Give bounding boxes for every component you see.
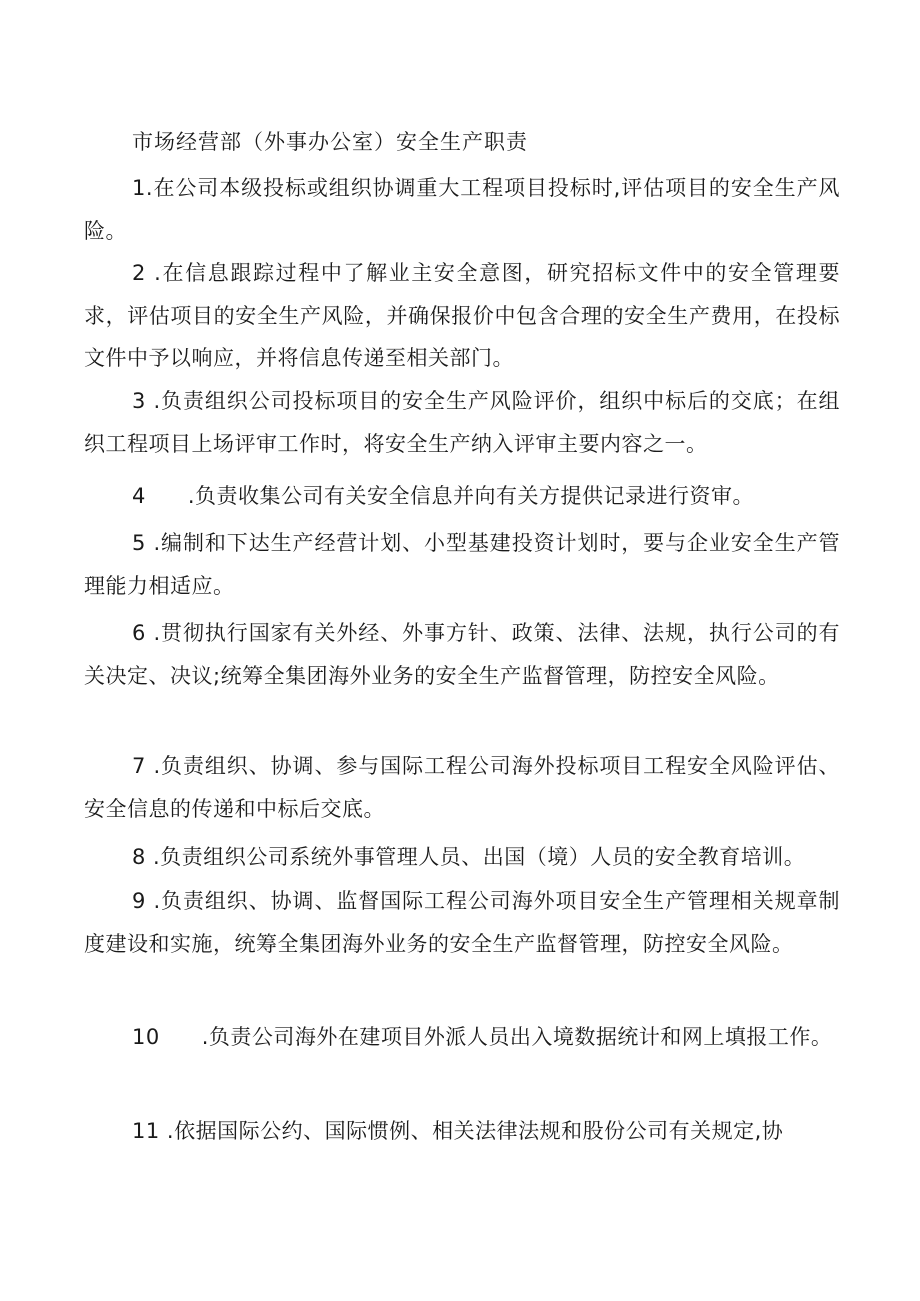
item-text: 负责组织、协调、监督国际工程公司海外项目安全生产管理相关规章制度建设和实施，统筹全集团海外业务的安全生产监督管理，防控安全风险。 [84, 889, 841, 956]
item-number: 7 . [132, 754, 161, 778]
list-item [84, 1110, 840, 1153]
item-number: 1. [132, 176, 154, 200]
item-text: 依据国际公约、国际惯例、相关法律法规和股份公司有关规定,协 [174, 1119, 784, 1143]
item-text: 负责组织公司投标项目的安全生产风险评价，组织中标后的交底；在组织工程项目上场评审工作时，将安全生产纳入评审主要内容之一。 [84, 389, 841, 456]
document-title: 市场经营部（外事办公室）安全生产职责 [132, 130, 528, 154]
item-number: 10 [132, 1025, 160, 1049]
list-item [84, 745, 840, 830]
item-number: 5 . [132, 531, 161, 555]
item-number: 2 . [132, 261, 162, 285]
list-item [84, 1016, 840, 1059]
item-text: 贯彻执行国家有关外经、外事方针、政策、法律、法规，执行公司的有关决定、决议;统筹全集团海外业务的安全生产监督管理，防控安全风险。 [84, 621, 841, 688]
item-number: 9 . [132, 889, 161, 913]
item-text: 负责组织公司系统外事管理人员、出国（境）人员的安全教育培训。 [160, 845, 806, 869]
list-item [84, 522, 840, 607]
list-item [84, 167, 840, 252]
list-item [84, 380, 840, 465]
item-text: 在信息跟踪过程中了解业主安全意图，研究招标文件中的安全管理要求，评估项目的安全生产风险，并确保报价中包含合理的安全生产费用，在投标文件中予以响应，并将信息传递至相关部门。 [84, 261, 841, 370]
item-text: 负责组织、协调、参与国际工程公司海外投标项目工程安全风险评估、安全信息的传递和中标后交底。 [84, 754, 841, 821]
list-item [84, 475, 840, 518]
item-number: 11 . [132, 1119, 175, 1143]
item-text: .负责公司海外在建项目外派人员出入境数据统计和网上填报工作。 [201, 1025, 833, 1049]
item-number: 4 [132, 484, 146, 508]
item-number: 3 . [132, 389, 161, 413]
list-item [84, 880, 840, 965]
item-text: 编制和下达生产经营计划、小型基建投资计划时，要与企业安全生产管理能力相适应。 [84, 531, 841, 598]
list-item [84, 836, 840, 879]
item-number: 8 . [132, 845, 161, 869]
item-text: .负责收集公司有关安全信息并向有关方提供记录进行资审。 [187, 484, 755, 508]
item-number: 6 . [132, 621, 161, 645]
list-item [84, 612, 840, 697]
item-text: 在公司本级投标或组织协调重大工程项目投标时,评估项目的安全生产风险。 [84, 176, 840, 243]
list-item [84, 252, 840, 380]
